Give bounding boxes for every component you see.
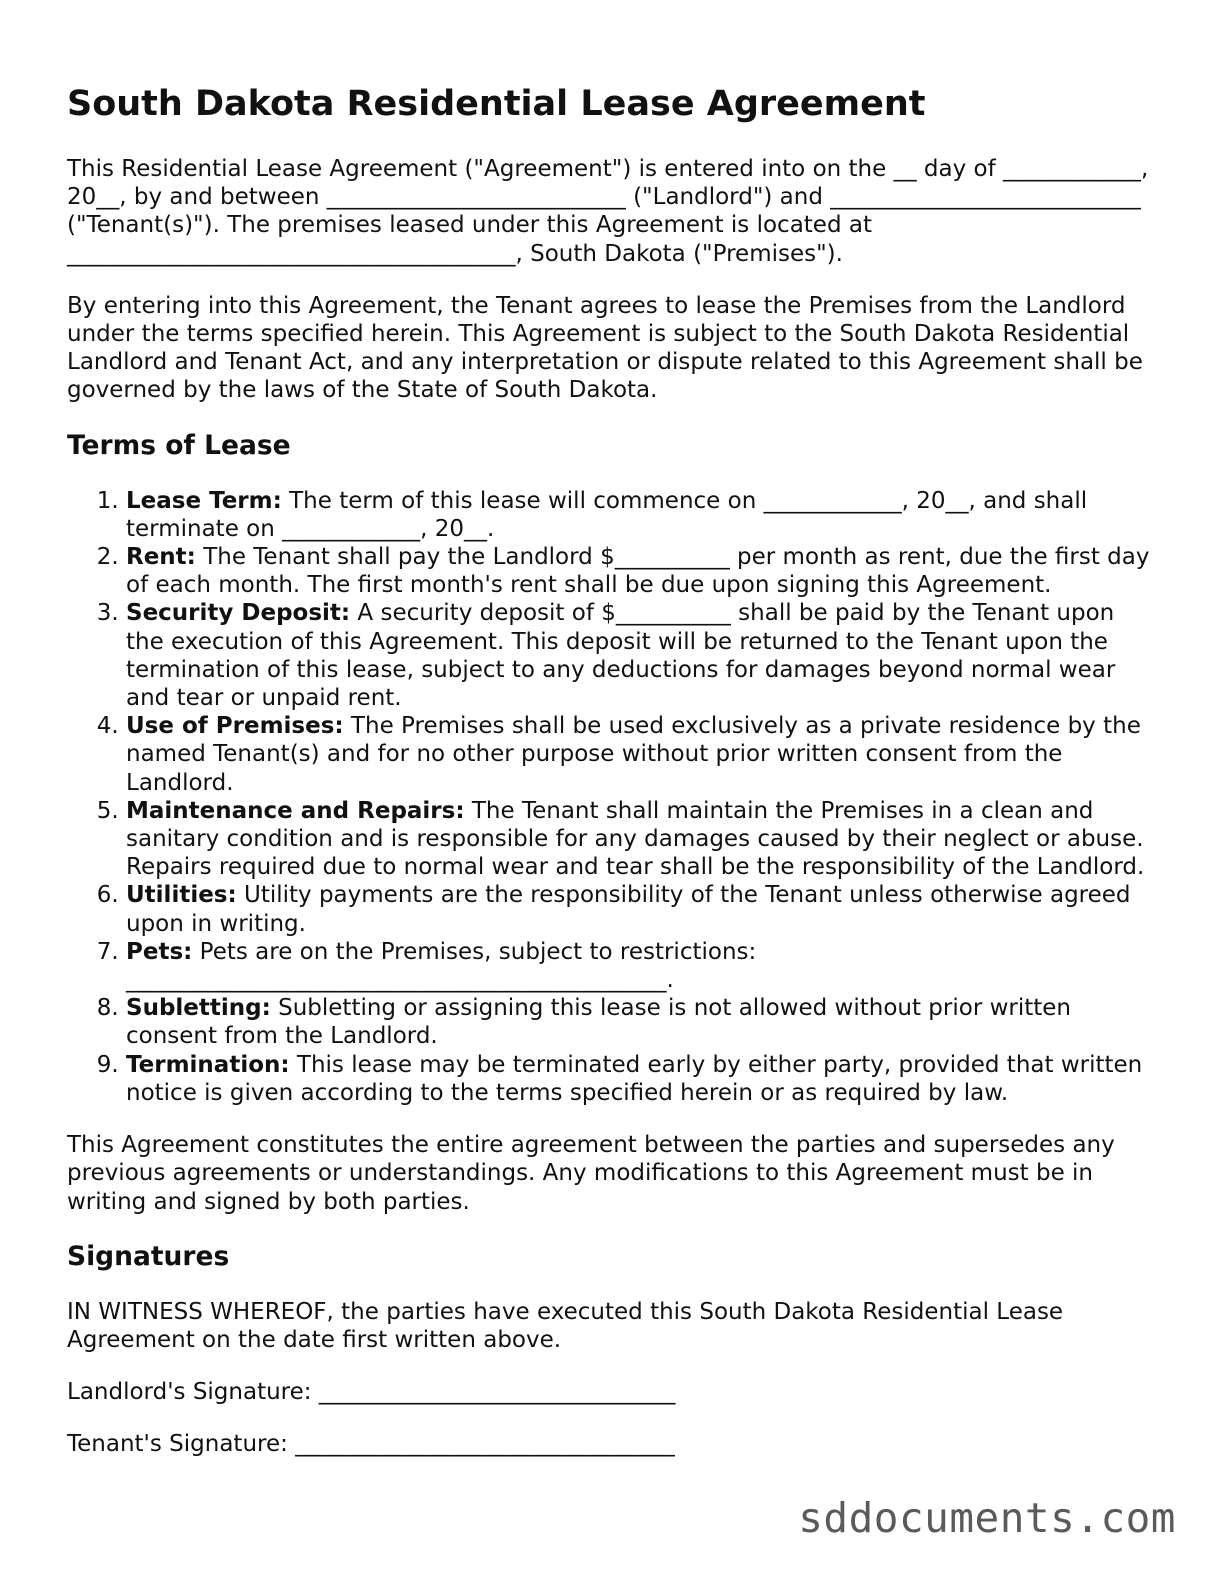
landlord-signature-line: Landlord's Signature: _______________________________ (67, 1379, 676, 1406)
document-title: South Dakota Residential Lease Agreement (67, 84, 926, 124)
term-text: The Tenant shall maintain the Premises in a clean and sanitary condition and is responsible for any damages caused by their neglect or abuse. Repairs required due to normal wear and tear shall be the responsibility of the Landlord. (126, 797, 1145, 881)
term-item-security-deposit (126, 599, 1157, 712)
term-text: The term of this lease will commence on ____________, 20__, and shall terminate on ____________, 20__. (126, 487, 1088, 542)
term-item-maintenance (126, 797, 1157, 882)
term-text: Utility payments are the responsibility of the Tenant unless otherwise agreed upon in writing. (126, 882, 1131, 937)
signatures-heading: Signatures (67, 1240, 230, 1272)
term-item-rent (126, 543, 1157, 599)
term-item-pets (126, 938, 1157, 994)
tenant-signature-line: Tenant's Signature: _________________________________ (67, 1431, 675, 1458)
term-label: Lease Term: (126, 487, 282, 514)
term-text: The Premises shall be used exclusively as a private residence by the named Tenant(s) and for no other purpose without prior written consent from the Landlord. (126, 713, 1141, 796)
watermark: sddocuments.com (798, 1494, 1176, 1542)
term-item-use-of-premises (126, 712, 1157, 797)
entire-agreement-paragraph: This Agreement constitutes the entire agreement between the parties and supersedes any previous agreements or understandings. Any modifications to this Agreement must be in writing and signed by both parties. (67, 1132, 1115, 1215)
term-label: Rent: (126, 544, 196, 571)
document-page (67, 82, 1157, 1483)
witness-paragraph: IN WITNESS WHEREOF, the parties have executed this South Dakota Residential Lease Agreement on the date first written above. (67, 1298, 1064, 1353)
term-text: The Tenant shall pay the Landlord $__________ per month as rent, due the first day of each month. The first month's rent shall be due upon signing this Agreement. (126, 544, 1150, 599)
term-text: A security deposit of $__________ shall be paid by the Tenant upon the execution of this Agreement. This deposit will be returned to the Tenant upon the termination of this lease, subject to any deductions for damages beyond normal wear and tear or unpaid rent. (126, 600, 1116, 712)
term-item-utilities (126, 881, 1157, 937)
term-label: Termination: (126, 1051, 290, 1078)
term-label: Utilities: (126, 882, 237, 909)
term-label: Security Deposit: (126, 600, 351, 627)
term-item-termination (126, 1051, 1157, 1107)
terms-heading: Terms of Lease (67, 429, 291, 461)
purpose-paragraph: By entering into this Agreement, the Tenant agrees to lease the Premises from the Landlord under the terms specified herein. This Agreement is subject to the South Dakota Residential Landlord and Tenant Act, and any interpretation or dispute related to this Agreement shall be governed by the laws of the State of South Dakota. (67, 292, 1143, 404)
term-label: Pets: (126, 938, 193, 965)
term-text: Subletting or assigning this lease is not allowed without prior written consent from the Landlord. (126, 995, 1072, 1050)
term-item-lease-term (126, 487, 1157, 543)
term-text: Pets are on the Premises, subject to restrictions: _______________________________________________. (126, 938, 757, 994)
terms-list (67, 487, 1157, 1107)
term-label: Maintenance and Repairs: (126, 797, 465, 824)
term-label: Subletting: (126, 995, 271, 1022)
term-item-subletting (126, 994, 1157, 1050)
term-label: Use of Premises: (126, 713, 344, 740)
intro-paragraph: This Residential Lease Agreement ("Agreement") is entered into on the __ day of ____________, 20__, by and between __________________________ ("Landlord") and ___________________________ ("Tenant(s)"). The premises leased under this Agreement is located at _______________________________________, South Dakota ("Premises"). (67, 156, 1149, 267)
term-text: This lease may be terminated early by either party, provided that written notice is given according to the terms specified herein or as required by law. (126, 1051, 1143, 1106)
